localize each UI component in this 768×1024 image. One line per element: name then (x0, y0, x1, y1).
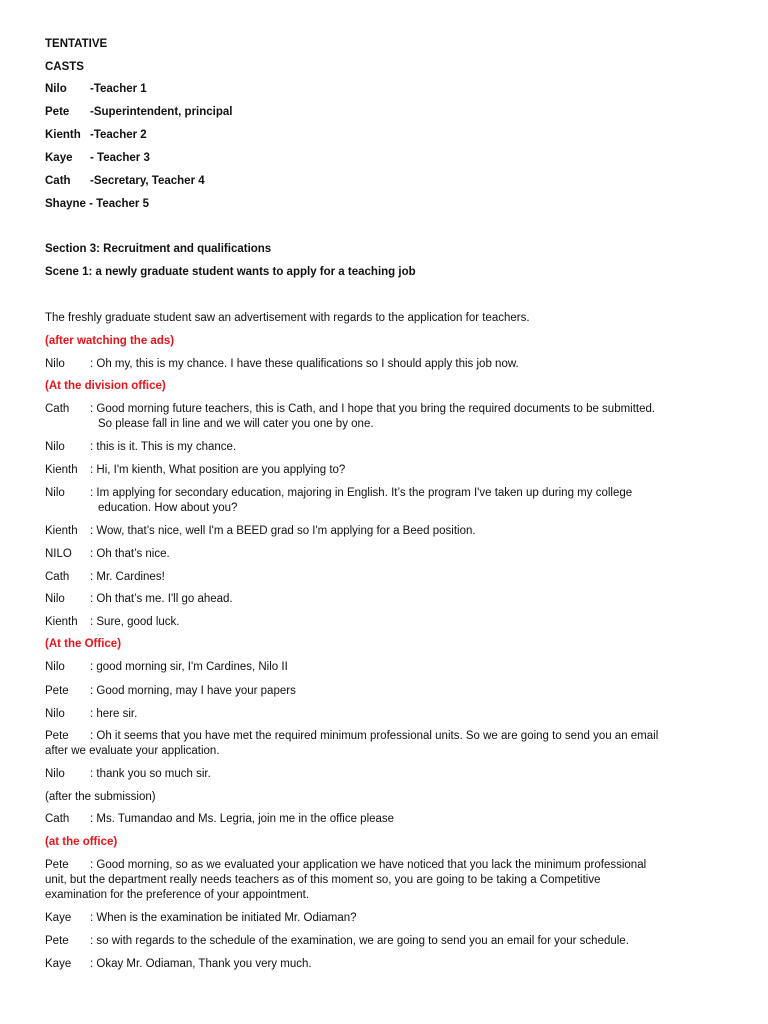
cast-role: - Teacher 3 (90, 152, 150, 164)
dialogue-text: : thank you so much sir. (90, 768, 211, 780)
cast-row (45, 128, 147, 143)
cast-row (45, 151, 150, 166)
speaker-name: Cath (45, 813, 70, 825)
intro-paragraph: The freshly graduate student saw an advertisement with regards to the application for teachers. (45, 312, 530, 324)
cast-role: -Teacher 2 (90, 129, 147, 141)
speaker-name: Kienth (45, 464, 78, 476)
dialogue-continuation: examination for the preference of your appointment. (45, 889, 310, 901)
speaker-name: Pete (45, 935, 69, 947)
speaker-name: Nilo (45, 708, 65, 720)
dialogue-text-line: : Good morning future teachers, this is Cath, and I hope that you bring the required documents to be submitted. (90, 403, 656, 415)
dialogue-text: : Good morning, may I have your papers (90, 685, 296, 697)
speaker-name: Nilo (45, 593, 65, 605)
speaker-name: Pete (45, 685, 69, 697)
cast-name: Kaye (45, 152, 73, 164)
dialogue-text: : good morning sir, I'm Cardines, Nilo II (90, 661, 288, 673)
speaker-name: Kaye (45, 912, 72, 924)
cast-row (45, 105, 232, 120)
dialogue-text: : Wow, that’s nice, well I'm a BEED grad so I'm applying for a Beed position. (90, 525, 476, 537)
dialogue-text (90, 486, 745, 516)
stage-direction: (after watching the ads) (45, 335, 175, 347)
section-title: Section 3: Recruitment and qualifications (45, 243, 272, 255)
dialogue-continuation: unit, but the department really needs teachers as of this moment so, you are going to be taking a Competitive (45, 874, 601, 886)
speaker-name: Nilo (45, 487, 65, 499)
speaker-name: Nilo (45, 358, 65, 370)
speaker-name: Cath (45, 571, 70, 583)
stage-note: (after the submission) (45, 791, 156, 803)
dialogue-text-line: So please fall in line and we will cater you one by one. (98, 418, 374, 430)
dialogue-text: : so with regards to the schedule of the examination, we are going to send you an email for your schedule. (90, 935, 629, 947)
speaker-name: Kienth (45, 616, 78, 628)
stage-direction: (At the division office) (45, 380, 166, 392)
dialogue-text: : this is it. This is my chance. (90, 441, 237, 453)
dialogue-text: : Oh that’s me. I'll go ahead. (90, 593, 233, 605)
cast-role: -Superintendent, principal (90, 106, 233, 118)
dialogue-text: : Mr. Cardines! (90, 571, 165, 583)
cast-role: -Teacher 1 (90, 83, 147, 95)
stage-direction: (At the Office) (45, 638, 122, 650)
dialogue-text: : here sir. (90, 708, 138, 720)
cast-row (45, 174, 205, 189)
cast-name: Kienth (45, 129, 81, 141)
dialogue-text: : Okay Mr. Odiaman, Thank you very much. (90, 958, 312, 970)
cast-name: Pete (45, 106, 70, 118)
dialogue-text: : Hi, I'm kienth, What position are you applying to? (90, 464, 346, 476)
dialogue-text-line: : Im applying for secondary education, majoring in English. It’s the program I've taken up during my college (90, 487, 633, 499)
dialogue-text (90, 402, 745, 432)
dialogue-text-line: education. How about you? (98, 502, 238, 514)
dialogue-text: : Good morning, so as we evaluated your application we have noticed that you lack the minimum professional (90, 859, 647, 871)
speaker-name: Nilo (45, 768, 65, 780)
dialogue-text: : Ms. Tumandao and Ms. Legria, join me in the office please (90, 813, 395, 825)
stage-direction: (at the office) (45, 836, 118, 848)
speaker-name: Pete (45, 859, 69, 871)
cast-name: Nilo (45, 83, 67, 95)
cast-role: -Secretary, Teacher 4 (90, 175, 205, 187)
dialogue-text: : When is the examination be initiated Mr. Odiaman? (90, 912, 357, 924)
speaker-name: NILO (45, 548, 72, 560)
speaker-name: Nilo (45, 441, 65, 453)
dialogue-text: : Oh my, this is my chance. I have these qualifications so I should apply this job now. (90, 358, 519, 370)
speaker-name: Cath (45, 403, 70, 415)
dialogue-text: : Sure, good luck. (90, 616, 180, 628)
scene-title: Scene 1: a newly graduate student wants to apply for a teaching job (45, 266, 416, 278)
cast-name: Cath (45, 175, 71, 187)
speaker-name: Kienth (45, 525, 78, 537)
cast-row (45, 82, 147, 97)
dialogue-text: : Oh it seems that you have met the required minimum professional units. So we are going to send you an email (90, 730, 659, 742)
document-title: TENTATIVE (45, 38, 108, 50)
dialogue-text: : Oh that’s nice. (90, 548, 170, 560)
dialogue-continuation: after we evaluate your application. (45, 745, 220, 757)
cast-row (45, 197, 149, 212)
cast-role: - Teacher 5 (89, 198, 149, 210)
casts-heading: CASTS (45, 61, 84, 73)
speaker-name: Nilo (45, 661, 65, 673)
speaker-name: Kaye (45, 958, 72, 970)
speaker-name: Pete (45, 730, 69, 742)
cast-name: Shayne (45, 198, 86, 210)
